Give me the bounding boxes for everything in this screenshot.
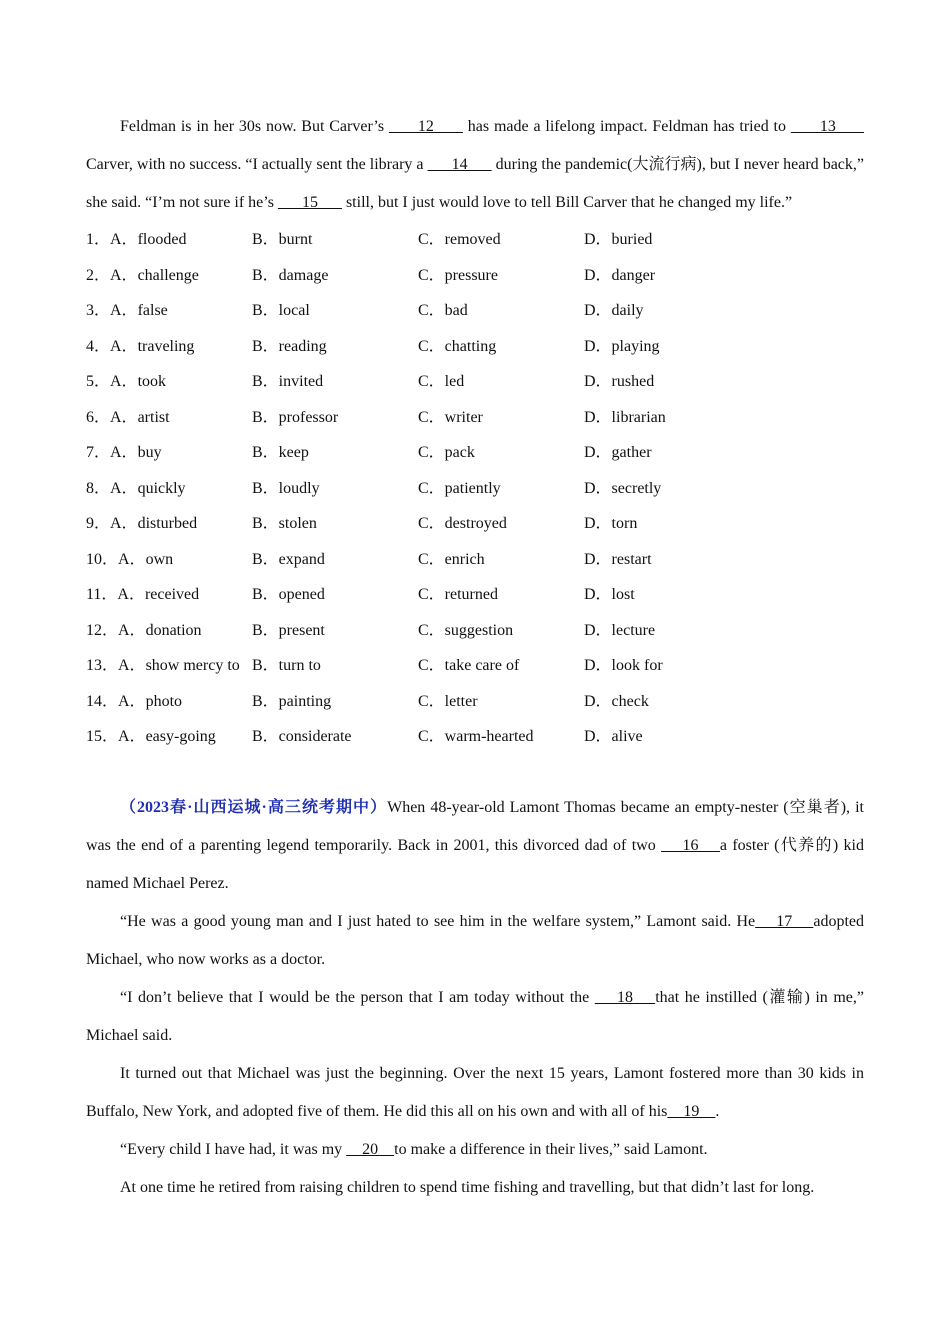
question-number: 14．A． xyxy=(86,692,146,710)
question-row xyxy=(86,646,864,682)
passage2-paragraph-2 xyxy=(86,903,864,979)
text-run: to make a difference in their lives,” said Lamont. xyxy=(394,1140,708,1158)
option-a-text: easy-going xyxy=(145,728,216,746)
option-d-text: D．daily xyxy=(584,302,644,320)
option-a xyxy=(86,256,252,292)
option-a xyxy=(86,362,252,398)
option-a xyxy=(86,540,252,576)
option-a-text: traveling xyxy=(137,337,195,355)
passage2-paragraph-5 xyxy=(86,1131,864,1169)
option-b xyxy=(252,717,418,753)
option-a-text: took xyxy=(137,373,167,391)
option-c-text: C．returned xyxy=(418,586,498,604)
option-c-text: C．enrich xyxy=(418,550,485,568)
option-a-text: show mercy to xyxy=(145,657,240,675)
option-b-text: B．damage xyxy=(252,266,329,284)
question-number: 1．A． xyxy=(86,231,138,249)
option-d xyxy=(584,646,864,682)
option-c-text: C．suggestion xyxy=(418,621,514,639)
option-c-text: C．pack xyxy=(418,444,475,462)
option-b-text: B．reading xyxy=(252,337,327,355)
option-c xyxy=(418,256,584,292)
question-number: 12．A． xyxy=(86,621,146,639)
option-a xyxy=(86,646,252,682)
text-run: “He was a good young man and I just hated to see him in the welfare system,” Lamont said. He xyxy=(120,912,756,930)
option-c xyxy=(418,362,584,398)
option-a-text: quickly xyxy=(137,479,186,497)
option-b-text: B．turn to xyxy=(252,657,321,675)
option-a xyxy=(86,398,252,434)
option-a-text: artist xyxy=(137,408,170,426)
option-b-text: B．considerate xyxy=(252,728,352,746)
text-run: Feldman is in her 30s now. But Carver’s xyxy=(120,118,389,135)
option-d-text: D．rushed xyxy=(584,373,655,391)
option-a-text: buy xyxy=(137,444,162,462)
option-b-text: B．loudly xyxy=(252,479,320,497)
option-d xyxy=(584,362,864,398)
option-c-text: C．patiently xyxy=(418,479,501,497)
text-run: still, but I just would love to tell Bill Carver that he changed my life.” xyxy=(341,194,793,211)
option-b xyxy=(252,327,418,363)
text-run: during the pandemic(大流行病), but I never heard back,” she said. “I’m not sure if he’s xyxy=(86,156,864,211)
blank-18: 18 xyxy=(594,988,656,1006)
passage2-paragraph-6 xyxy=(86,1169,864,1207)
option-c xyxy=(418,469,584,505)
option-b xyxy=(252,682,418,718)
option-a xyxy=(86,220,252,256)
question-number: 11．A． xyxy=(86,586,145,604)
option-a xyxy=(86,611,252,647)
question-row xyxy=(86,611,864,647)
option-b xyxy=(252,433,418,469)
option-d-text: D．secretly xyxy=(584,479,662,497)
option-a xyxy=(86,717,252,753)
option-c xyxy=(418,398,584,434)
option-a-text: flooded xyxy=(137,231,187,249)
blank-17: 17 xyxy=(755,912,814,930)
question-row xyxy=(86,469,864,505)
option-c xyxy=(418,433,584,469)
option-c xyxy=(418,646,584,682)
option-d xyxy=(584,540,864,576)
option-d-text: D．check xyxy=(584,692,649,710)
option-d-text: D．playing xyxy=(584,337,660,355)
text-run: . xyxy=(715,1102,720,1120)
option-b-text: B．stolen xyxy=(252,515,317,533)
option-d-text: D．gather xyxy=(584,444,652,462)
blank-13: 13 xyxy=(790,118,865,135)
option-c-text: C．chatting xyxy=(418,337,497,355)
option-d xyxy=(584,433,864,469)
blank-15: 15 xyxy=(277,194,342,211)
option-a xyxy=(86,291,252,327)
option-c xyxy=(418,327,584,363)
passage2-paragraph-1 xyxy=(86,789,864,903)
text-run: Carver, with no success. “I actually sent the library a xyxy=(86,156,428,173)
option-b xyxy=(252,540,418,576)
option-d xyxy=(584,398,864,434)
question-row xyxy=(86,220,864,256)
text-run: a foster (代养的) kid named Michael Perez. xyxy=(86,836,864,892)
option-a xyxy=(86,504,252,540)
question-number: 5．A． xyxy=(86,373,138,391)
blank-16: 16 xyxy=(661,836,720,854)
option-b xyxy=(252,398,418,434)
option-c-text: C．bad xyxy=(418,302,468,320)
question-row xyxy=(86,504,864,540)
text-run: It turned out that Michael was just the beginning. Over the next 15 years, Lamont fostered more than 30 kids in Buffalo, New York, and adopted five of them. He did this all on his own and with all of his xyxy=(86,1064,864,1120)
option-a-text: challenge xyxy=(137,266,199,284)
question-row xyxy=(86,717,864,753)
option-c-text: C．writer xyxy=(418,408,483,426)
option-b xyxy=(252,611,418,647)
question-row xyxy=(86,291,864,327)
option-d-text: D．lost xyxy=(584,586,635,604)
option-b-text: B．opened xyxy=(252,586,325,604)
option-d xyxy=(584,256,864,292)
option-c-text: C．removed xyxy=(418,231,501,249)
passage2-paragraph-3 xyxy=(86,979,864,1055)
option-a-text: disturbed xyxy=(137,515,198,533)
text-run: “I don’t believe that I would be the person that I am today without the xyxy=(120,988,595,1006)
option-d xyxy=(584,682,864,718)
option-b xyxy=(252,646,418,682)
option-c xyxy=(418,220,584,256)
passage1-paragraph xyxy=(86,108,864,222)
option-c xyxy=(418,611,584,647)
option-d xyxy=(584,469,864,505)
section-gap xyxy=(86,753,864,789)
option-c xyxy=(418,682,584,718)
option-b xyxy=(252,469,418,505)
question-number: 6．A． xyxy=(86,408,138,426)
text-run: that he instilled (灌输) in me,” Michael said. xyxy=(86,988,864,1044)
option-b-text: B．local xyxy=(252,302,310,320)
option-c-text: C．warm-hearted xyxy=(418,728,534,746)
option-b-text: B．professor xyxy=(252,408,339,426)
option-c xyxy=(418,504,584,540)
question-number: 8．A． xyxy=(86,479,138,497)
option-c xyxy=(418,291,584,327)
option-a-text: received xyxy=(144,586,200,604)
option-b xyxy=(252,362,418,398)
question-number: 9．A． xyxy=(86,515,138,533)
option-c-text: C．take care of xyxy=(418,657,520,675)
question-row xyxy=(86,575,864,611)
document-page xyxy=(86,108,864,1207)
option-c-text: C．destroyed xyxy=(418,515,507,533)
question-number: 4．A． xyxy=(86,337,138,355)
option-b xyxy=(252,504,418,540)
option-d xyxy=(584,611,864,647)
option-d xyxy=(584,220,864,256)
text-run: When 48-year-old Lamont Thomas became an empty-nester (空巢者), it was the end of a parenting legend temporarily. Back in 2001, this divorced dad of two xyxy=(86,798,864,854)
option-b xyxy=(252,220,418,256)
blank-20: 20 xyxy=(346,1140,395,1158)
question-number: 2．A． xyxy=(86,266,138,284)
text-run: “Every child I have had, it was my xyxy=(120,1140,347,1158)
option-b-text: B．painting xyxy=(252,692,332,710)
question-number: 15．A． xyxy=(86,728,146,746)
option-b-text: B．burnt xyxy=(252,231,313,249)
option-d-text: D．lecture xyxy=(584,621,656,639)
option-d xyxy=(584,504,864,540)
option-d xyxy=(584,291,864,327)
question-number: 13．A． xyxy=(86,657,146,675)
option-c-text: C．pressure xyxy=(418,266,498,284)
question-row xyxy=(86,398,864,434)
text-run: adopted Michael, who now works as a doctor. xyxy=(86,912,865,968)
option-b xyxy=(252,256,418,292)
option-c-text: C．letter xyxy=(418,692,478,710)
question-number: 7．A． xyxy=(86,444,138,462)
question-options-table xyxy=(86,220,864,753)
option-c xyxy=(418,540,584,576)
option-d xyxy=(584,327,864,363)
option-c xyxy=(418,717,584,753)
question-row xyxy=(86,256,864,292)
option-d xyxy=(584,575,864,611)
option-a xyxy=(86,682,252,718)
option-a xyxy=(86,469,252,505)
option-d-text: D．torn xyxy=(584,515,638,533)
text-run: has made a lifelong impact. Feldman has tried to xyxy=(462,118,791,135)
option-c xyxy=(418,575,584,611)
option-b xyxy=(252,291,418,327)
blank-19: 19 xyxy=(667,1102,716,1120)
option-d-text: D．buried xyxy=(584,231,653,249)
option-d-text: D．restart xyxy=(584,550,652,568)
option-d-text: D．librarian xyxy=(584,408,666,426)
question-row xyxy=(86,682,864,718)
question-row xyxy=(86,362,864,398)
option-b xyxy=(252,575,418,611)
blank-14: 14 xyxy=(427,156,492,173)
question-number: 10．A． xyxy=(86,550,146,568)
option-d-text: D．alive xyxy=(584,728,643,746)
passage2-paragraph-4 xyxy=(86,1055,864,1131)
option-a xyxy=(86,327,252,363)
blank-12: 12 xyxy=(388,118,463,135)
option-c-text: C．led xyxy=(418,373,465,391)
option-a-text: false xyxy=(137,302,168,320)
option-a xyxy=(86,433,252,469)
option-b-text: B．keep xyxy=(252,444,309,462)
option-d xyxy=(584,717,864,753)
option-a-text: donation xyxy=(145,621,202,639)
option-b-text: B．invited xyxy=(252,373,324,391)
option-a-text: photo xyxy=(145,692,183,710)
option-a xyxy=(86,575,252,611)
text-run: At one time he retired from raising children to spend time fishing and travelling, but that didn’t last for long. xyxy=(120,1178,815,1196)
question-number: 3．A． xyxy=(86,302,138,320)
option-d-text: D．danger xyxy=(584,266,656,284)
option-d-text: D．look for xyxy=(584,657,663,675)
question-row xyxy=(86,540,864,576)
question-row xyxy=(86,433,864,469)
option-b-text: B．present xyxy=(252,621,325,639)
question-row xyxy=(86,327,864,363)
source-label: （2023春·山西运城·高三统考期中） xyxy=(120,798,388,816)
option-b-text: B．expand xyxy=(252,550,325,568)
option-a-text: own xyxy=(145,550,174,568)
